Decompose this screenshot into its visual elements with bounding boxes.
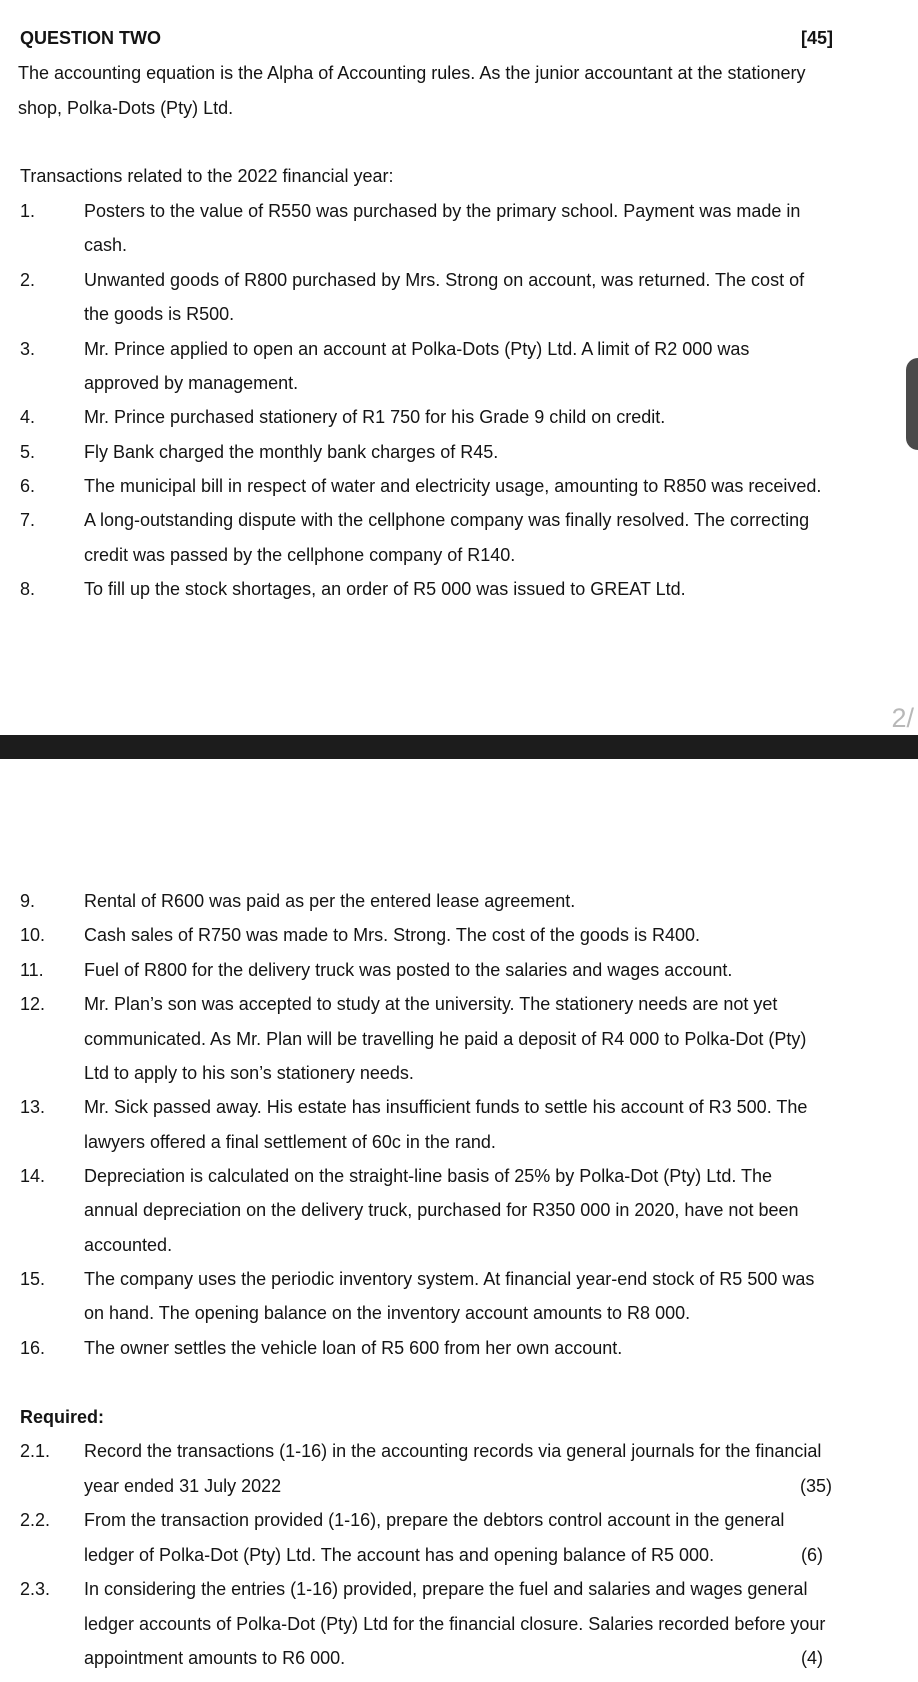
transaction-number: 12. — [20, 994, 46, 1014]
transaction-text: Fuel of R800 for the delivery truck was posted to the salaries and wages account. — [84, 960, 733, 980]
required-marks: (6) — [801, 1545, 823, 1565]
transactions-subheading: Transactions related to the 2022 financial year: — [20, 166, 394, 186]
required-number: 2.1. — [20, 1441, 51, 1461]
transaction-text: Mr. Prince purchased stationery of R1 750 for his Grade 9 child on credit. — [84, 407, 666, 427]
transaction-text: accounted. — [84, 1235, 173, 1255]
transaction-text: The company uses the periodic inventory system. At financial year-end stock of R5 500 was — [84, 1269, 815, 1289]
required-heading: Required: — [20, 1407, 105, 1427]
transaction-number: 9. — [20, 891, 36, 911]
required-text: appointment amounts to R6 000. — [84, 1648, 346, 1668]
transaction-number: 2. — [20, 270, 36, 290]
transaction-number: 11. — [20, 960, 44, 980]
transaction-text: Posters to the value of R550 was purchased by the primary school. Payment was made in — [84, 201, 801, 221]
required-text: In considering the entries (1-16) provided, prepare the fuel and salaries and wages general — [84, 1579, 808, 1599]
transaction-text: approved by management. — [84, 373, 299, 393]
page-divider — [0, 735, 918, 759]
total-marks: [45] — [801, 28, 834, 48]
transaction-number: 16. — [20, 1338, 46, 1358]
required-number: 2.3. — [20, 1579, 51, 1599]
page-number: 2/ — [891, 703, 914, 733]
transaction-text: To fill up the stock shortages, an order of R5 000 was issued to GREAT Ltd. — [84, 579, 686, 599]
transaction-number: 1. — [20, 201, 36, 221]
transaction-number: 10. — [20, 925, 46, 945]
intro-line: shop, Polka-Dots (Pty) Ltd. — [18, 98, 234, 118]
transaction-number: 13. — [20, 1097, 46, 1117]
required-text: Record the transactions (1-16) in the accounting records via general journals for the financial — [84, 1441, 822, 1461]
transaction-text: The owner settles the vehicle loan of R5 600 from her own account. — [84, 1338, 623, 1358]
transaction-number: 7. — [20, 510, 36, 530]
required-text: year ended 31 July 2022 — [84, 1476, 282, 1496]
transaction-number: 4. — [20, 407, 36, 427]
transaction-text: cash. — [84, 235, 128, 255]
transaction-text: Rental of R600 was paid as per the entered lease agreement. — [84, 891, 576, 911]
transaction-text: annual depreciation on the delivery truck, purchased for R350 000 in 2020, have not been — [84, 1200, 799, 1220]
transaction-number: 15. — [20, 1269, 46, 1289]
transaction-number: 14. — [20, 1166, 46, 1186]
transaction-text: communicated. As Mr. Plan will be travelling he paid a deposit of R4 000 to Polka-Dot (Pty) — [84, 1029, 807, 1049]
transaction-text: credit was passed by the cellphone company of R140. — [84, 545, 516, 565]
required-text: ledger accounts of Polka-Dot (Pty) Ltd for the financial closure. Salaries recorded before your — [84, 1614, 826, 1634]
transaction-text: Ltd to apply to his son’s stationery needs. — [84, 1063, 414, 1083]
transaction-text: lawyers offered a final settlement of 60c in the rand. — [84, 1132, 496, 1152]
transaction-text: the goods is R500. — [84, 304, 235, 324]
required-text: From the transaction provided (1-16), prepare the debtors control account in the general — [84, 1510, 785, 1530]
transaction-text: The municipal bill in respect of water and electricity usage, amounting to R850 was received. — [84, 476, 822, 496]
transaction-text: Mr. Plan’s son was accepted to study at the university. The stationery needs are not yet — [84, 994, 778, 1014]
transaction-text: Unwanted goods of R800 purchased by Mrs. Strong on account, was returned. The cost of — [84, 270, 805, 290]
transaction-text: Depreciation is calculated on the straight-line basis of 25% by Polka-Dot (Pty) Ltd. The — [84, 1166, 773, 1186]
required-marks: (35) — [800, 1476, 833, 1496]
transaction-text: Fly Bank charged the monthly bank charges of R45. — [84, 442, 499, 462]
required-marks: (4) — [801, 1648, 823, 1668]
required-text: ledger of Polka-Dot (Pty) Ltd. The account has and opening balance of R5 000. — [84, 1545, 715, 1565]
transaction-number: 8. — [20, 579, 36, 599]
intro-line: The accounting equation is the Alpha of Accounting rules. As the junior accountant at the stationery — [18, 63, 806, 83]
transaction-number: 5. — [20, 442, 36, 462]
required-number: 2.2. — [20, 1510, 51, 1530]
side-scroll-handle[interactable] — [906, 358, 918, 450]
transaction-number: 6. — [20, 476, 36, 496]
question-title: QUESTION TWO — [20, 28, 161, 48]
transaction-text: Mr. Sick passed away. His estate has insufficient funds to settle his account of R3 500. The — [84, 1097, 808, 1117]
transaction-text: Mr. Prince applied to open an account at Polka-Dots (Pty) Ltd. A limit of R2 000 was — [84, 339, 750, 359]
transaction-text: Cash sales of R750 was made to Mrs. Strong. The cost of the goods is R400. — [84, 925, 700, 945]
transaction-number: 3. — [20, 339, 36, 359]
transaction-text: A long-outstanding dispute with the cellphone company was finally resolved. The correcting — [84, 510, 810, 530]
transaction-text: on hand. The opening balance on the inventory account amounts to R8 000. — [84, 1303, 691, 1323]
